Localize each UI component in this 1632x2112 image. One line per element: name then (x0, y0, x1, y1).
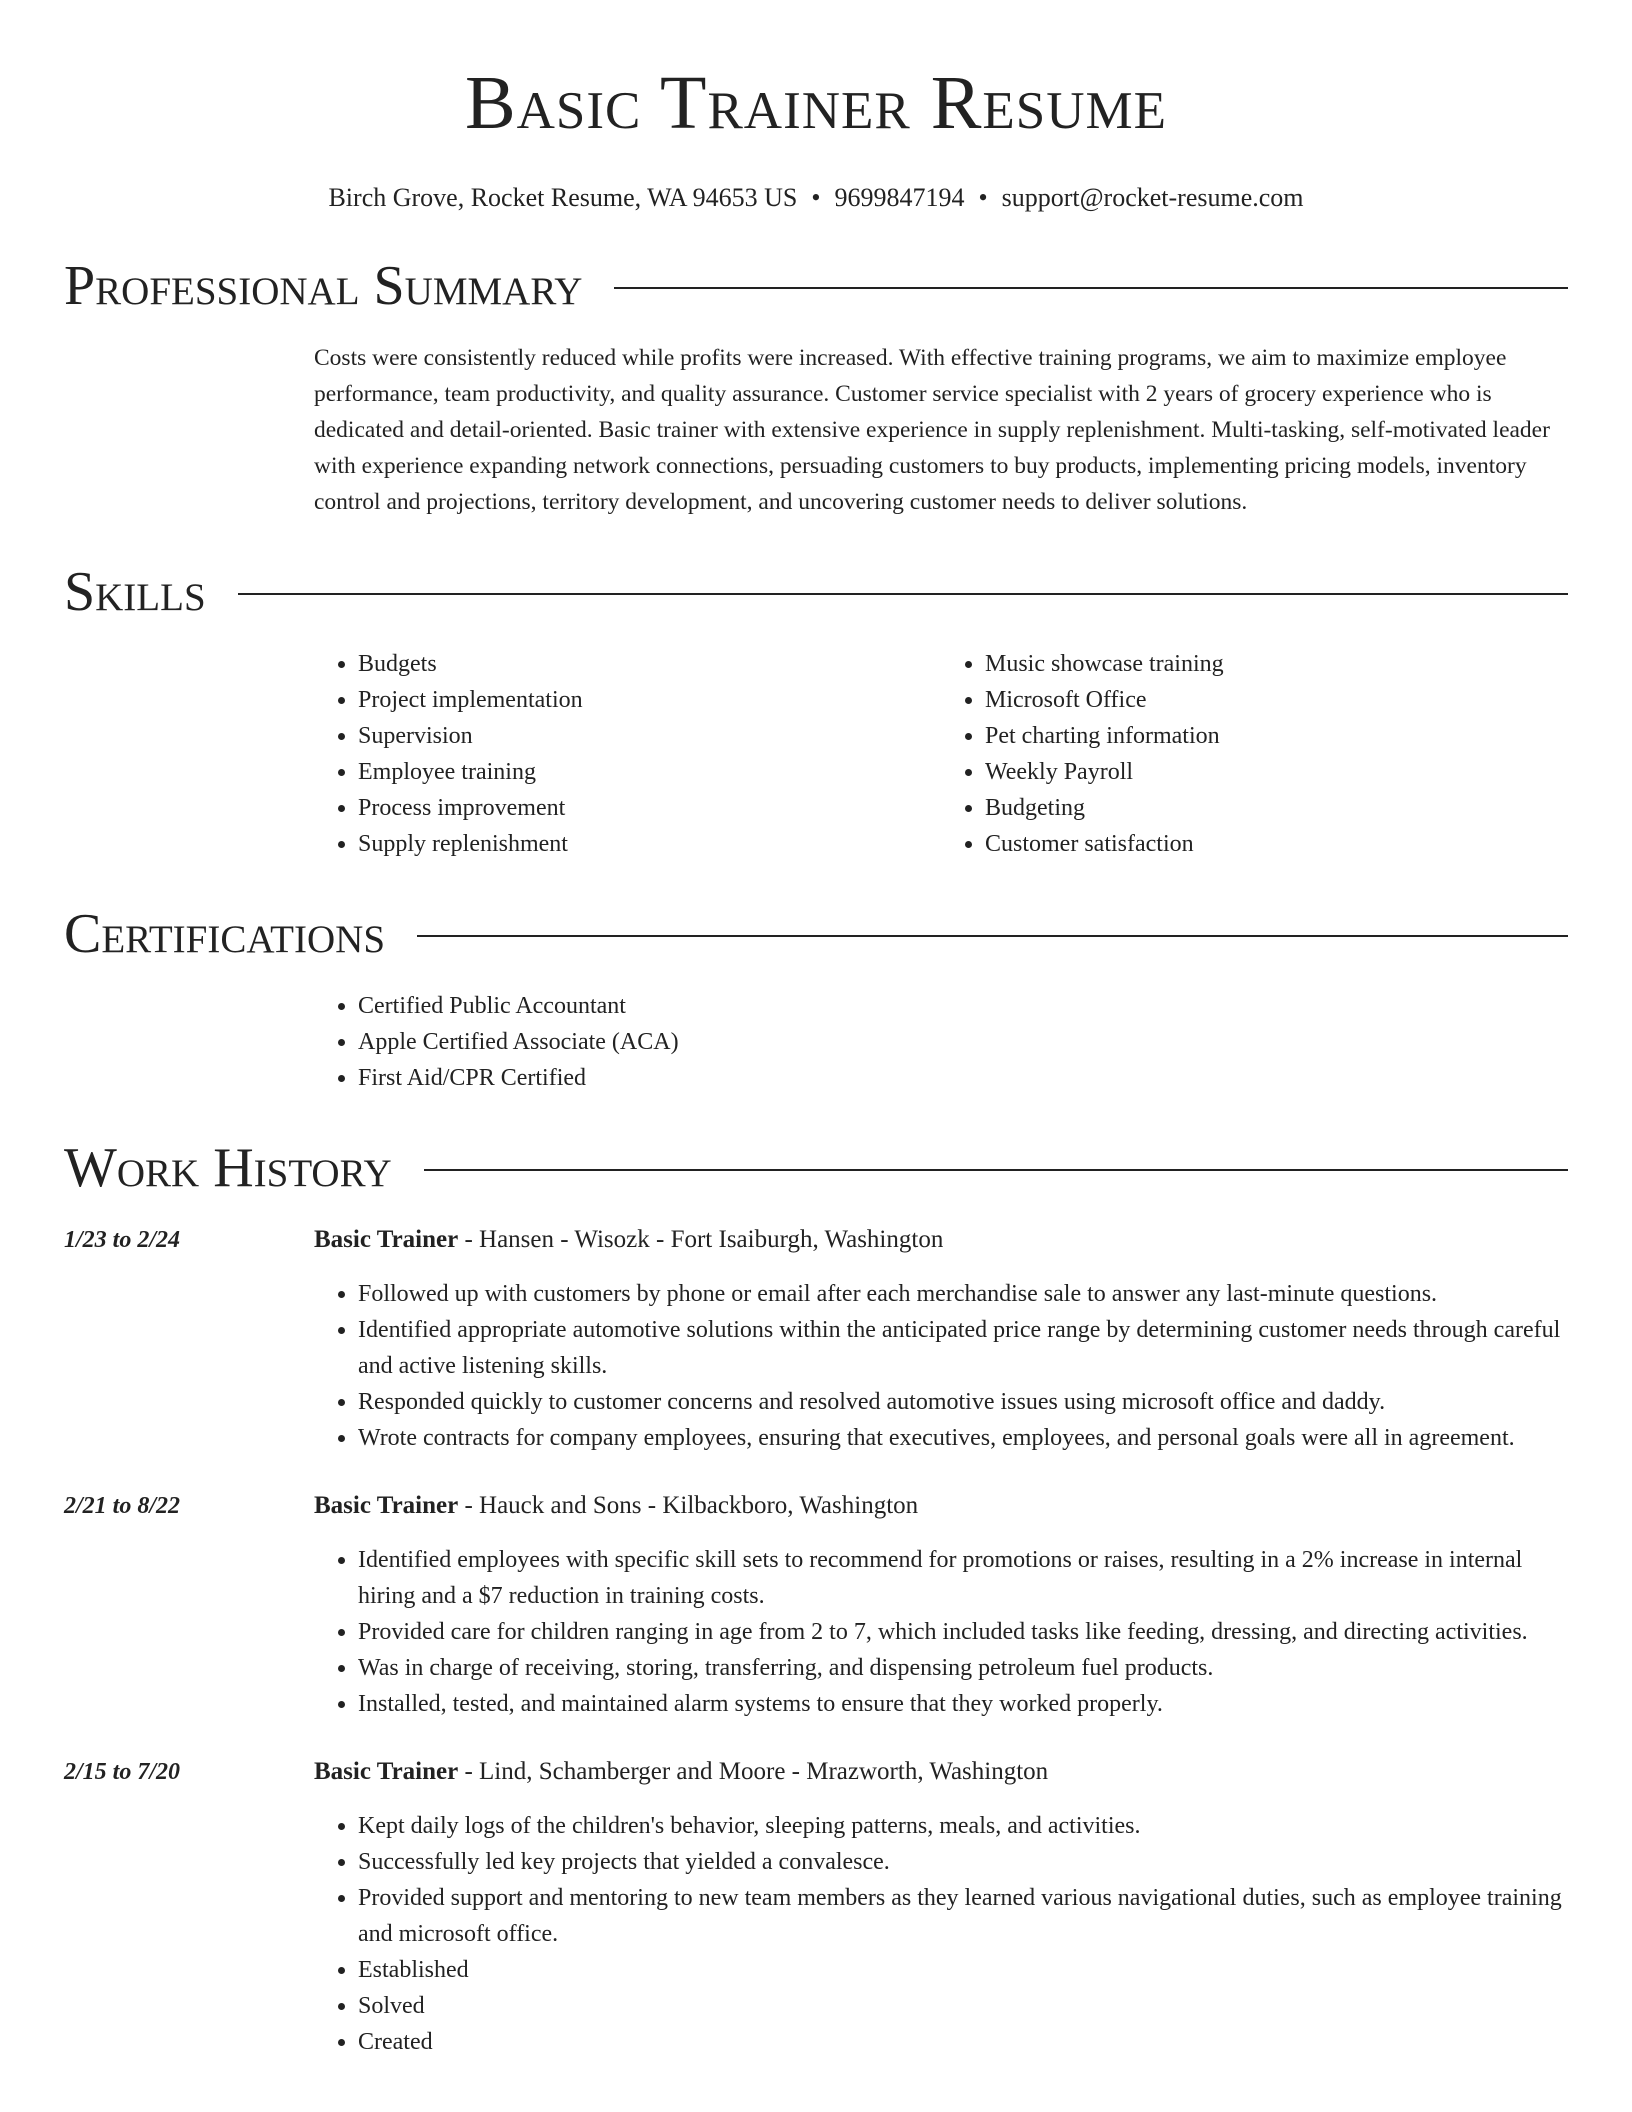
skill-item: • Supply replenishment (358, 826, 941, 862)
job-entry (64, 1754, 1568, 2072)
job-bullet: • Kept daily logs of the children's behavior, sleeping patterns, meals, and activities. (358, 1808, 1568, 1844)
job-bullet: • Solved (358, 1988, 1568, 2024)
section-divider (417, 935, 1568, 937)
skill-item: • Process improvement (358, 790, 941, 826)
job-employer: - Hansen - Wisozk - Fort Isaiburgh, Washington (458, 1226, 944, 1253)
job-title: Basic Trainer (314, 1492, 459, 1519)
skill-item: • Budgeting (985, 790, 1568, 826)
certification-item: • Certified Public Accountant (358, 988, 1568, 1024)
contact-separator: • (811, 183, 821, 212)
job-title-line (314, 1222, 1568, 1258)
job-bullet: • Identified employees with specific skill sets to recommend for promotions or raises, resulting in a 2% increase in internal hiring and a $7 reduction in training costs. (358, 1542, 1568, 1614)
job-dates: 1/23 to 2/24 (64, 1227, 181, 1253)
section-divider (614, 287, 1568, 289)
job-title: Basic Trainer (314, 1758, 459, 1785)
job-body (314, 1222, 1568, 1468)
job-title-line (314, 1754, 1568, 1790)
work-section-header (64, 1136, 1568, 1200)
job-bullet: • Wrote contracts for company employees, ensuring that executives, employees, and personal goals were all in agreement. (358, 1420, 1568, 1456)
job-title: Basic Trainer (314, 1226, 459, 1253)
job-bullet: • Installed, tested, and maintained alarm systems to ensure that they worked properly. (358, 1686, 1568, 1722)
job-dates: 2/21 to 8/22 (64, 1493, 181, 1519)
certifications-list (314, 988, 1568, 1096)
summary-section-header (64, 254, 1568, 318)
job-bullets (314, 1276, 1568, 1456)
skills-heading: Skills (64, 561, 206, 623)
job-entry (64, 1222, 1568, 1468)
job-bullet: • Provided support and mentoring to new team members as they learned various navigational duties, such as employee training and microsoft office. (358, 1880, 1568, 1952)
contact-phone: 9699847194 (834, 183, 965, 212)
skill-item: • Microsoft Office (985, 682, 1568, 718)
job-bullets (314, 1808, 1568, 2060)
summary-text: Costs were consistently reduced while profits were increased. With effective training programs, we aim to maximize employee performance, team productivity, and quality assurance. Customer service specialist with 2 years of grocery experience who is dedicated and detail-oriented. Basic trainer with extensive experience in supply replenishment. Multi-tasking, self-motivated leader with experience expanding network connections, persuading customers to buy products, implementing pricing models, inventory control and projections, territory development, and uncovering customer needs to deliver solutions. (314, 345, 1550, 515)
job-bullet: • Established (358, 1952, 1568, 1988)
job-body (314, 1488, 1568, 1734)
contact-separator: • (978, 183, 988, 212)
contact-address: Birch Grove, Rocket Resume, WA 94653 US (328, 183, 798, 212)
skill-item: • Weekly Payroll (985, 754, 1568, 790)
certification-item: • Apple Certified Associate (ACA) (358, 1024, 1568, 1060)
job-entry (64, 1488, 1568, 1734)
certification-item: • First Aid/CPR Certified (358, 1060, 1568, 1096)
skill-item: • Supervision (358, 718, 941, 754)
job-bullet: • Followed up with customers by phone or email after each merchandise sale to answer any last-minute questions. (358, 1276, 1568, 1312)
job-bullet: • Created (358, 2024, 1568, 2060)
skill-item: • Music showcase training (985, 646, 1568, 682)
skills-list-left (314, 646, 941, 862)
job-employer: - Lind, Schamberger and Moore - Mrazworth, Washington (458, 1758, 1049, 1785)
skill-item: • Customer satisfaction (985, 826, 1568, 862)
job-bullet: • Identified appropriate automotive solutions within the anticipated price range by determining customer needs through careful and active listening skills. (358, 1312, 1568, 1384)
skill-item: • Project implementation (358, 682, 941, 718)
job-bullet: • Was in charge of receiving, storing, transferring, and dispensing petroleum fuel products. (358, 1650, 1568, 1686)
job-employer: - Hauck and Sons - Kilbackboro, Washington (458, 1492, 919, 1519)
skill-item: • Budgets (358, 646, 941, 682)
job-bullet: • Provided care for children ranging in age from 2 to 7, which included tasks like feeding, dressing, and directing activities. (358, 1614, 1568, 1650)
certifications-heading: Certifications (64, 903, 386, 965)
job-body (314, 1754, 1568, 2072)
job-bullets (314, 1542, 1568, 1722)
job-dates: 2/15 to 7/20 (64, 1759, 181, 1785)
job-bullet: • Successfully led key projects that yielded a convalesce. (358, 1844, 1568, 1880)
skill-item: • Pet charting information (985, 718, 1568, 754)
contact-email: support@rocket-resume.com (1001, 183, 1304, 212)
skills-section-header (64, 560, 1568, 624)
skills-columns (314, 646, 1568, 862)
certifications-section-header (64, 902, 1568, 966)
job-bullet: • Responded quickly to customer concerns and resolved automotive issues using microsoft office and daddy. (358, 1384, 1568, 1420)
contact-line (64, 182, 1568, 214)
section-divider (238, 593, 1568, 595)
certifications-list-wrapper (314, 988, 1568, 1096)
work-heading: Work History (64, 1137, 392, 1199)
skill-item: • Employee training (358, 754, 941, 790)
section-divider (424, 1169, 1568, 1171)
resume-title: Basic Trainer Resume (464, 61, 1168, 145)
skills-list-right (941, 646, 1568, 862)
work-history-list (64, 1222, 1568, 2072)
summary-heading: Professional Summary (64, 255, 583, 317)
job-title-line (314, 1488, 1568, 1524)
